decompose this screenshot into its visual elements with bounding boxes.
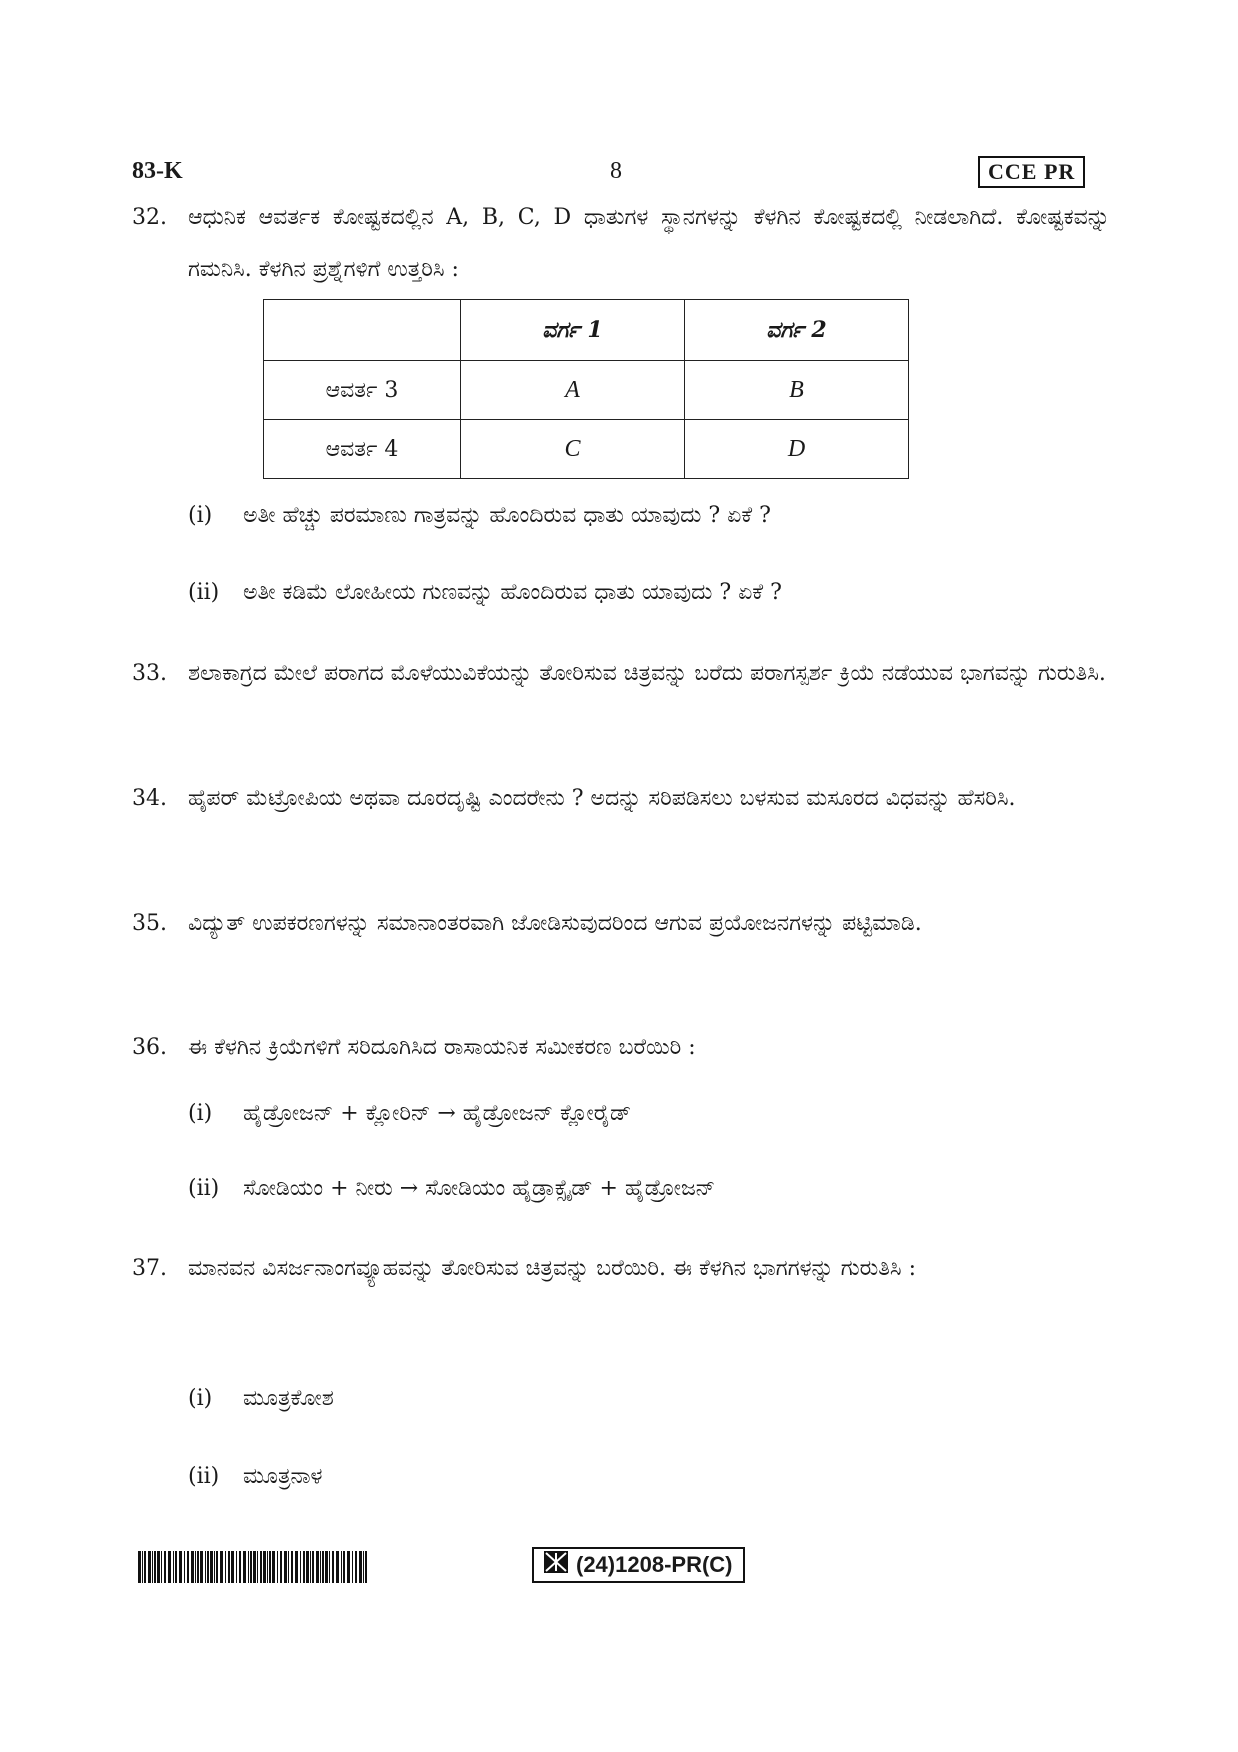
sub-label: (ii) [188, 1464, 220, 1489]
table-row [264, 420, 909, 479]
sub-label: (i) [188, 1101, 213, 1126]
doc-id-box [532, 1547, 745, 1583]
question-text: ಹೈಪರ್ ಮೆಟ್ರೋಪಿಯ ಅಥವಾ ದೂರದೃಷ್ಟಿ ಎಂದರೇನು ? ಅದನ್ನು ಸರಿಪಡಿಸಲು ಬಳಸುವ ಮಸೂರದ ವಿಧವನ್ನು ಹೆಸರಿಸಿ. [188, 786, 1016, 811]
question-number: 33. [132, 661, 167, 686]
table-cell: A [461, 361, 685, 420]
question-number: 37. [132, 1256, 167, 1281]
page-number: 8 [610, 158, 622, 184]
question-text: ಮಾನವನ ವಿಸರ್ಜನಾಂಗವ್ಯೂಹವನ್ನು ತೋರಿಸುವ ಚಿತ್ರವನ್ನು ಬರೆಯಿರಿ. ಈ ಕೆಳಗಿನ ಭಾಗಗಳನ್ನು ಗುರುತಿಸಿ : [188, 1256, 917, 1281]
question-34 [132, 773, 1110, 825]
sub-text: ಅತೀ ಕಡಿಮೆ ಲೋಹೀಯ ಗುಣವನ್ನು ಹೊಂದಿರುವ ಧಾತು ಯಾವುದು ? ಏಕೆ ? [243, 580, 782, 605]
question-text: ವಿದ್ಯುತ್ ಉಪಕರಣಗಳನ್ನು ಸಮಾನಾಂತರವಾಗಿ ಜೋಡಿಸುವುದರಿಂದ ಆಗುವ ಪ್ರಯೋಜನಗಳನ್ನು ಪಟ್ಟಿಮಾಡಿ. [188, 911, 922, 936]
row-label: ಆವರ್ತ 4 [264, 420, 461, 479]
question-number: 36. [132, 1035, 167, 1060]
barcode [138, 1551, 370, 1583]
question-text: ಶಲಾಕಾಗ್ರದ ಮೇಲೆ ಪರಾಗದ ಮೊಳೆಯುವಿಕೆಯನ್ನು ತೋರಿಸುವ ಚಿತ್ರವನ್ನು ಬರೆದು ಪರಾಗಸ್ಪರ್ಶ ಕ್ರಿಯೆ ನಡೆಯುವ ಭಾಗವನ್ನು ಗುರುತಿಸಿ. [188, 661, 1106, 686]
question-text: ಈ ಕೆಳಗಿನ ಕ್ರಿಯೆಗಳಿಗೆ ಸರಿದೂಗಿಸಿದ ರಾಸಾಯನಿಕ ಸಮೀಕರಣ ಬರೆಯಿರಿ : [188, 1035, 696, 1060]
question-number: 34. [132, 786, 167, 811]
table-row [264, 361, 909, 420]
table-cell: D [685, 420, 909, 479]
doc-id: (24)1208-PR(C) [576, 1552, 733, 1577]
question-number: 32. [132, 205, 167, 230]
table-corner-cell [264, 300, 461, 361]
doc-mark-icon [544, 1551, 568, 1579]
question-35 [132, 898, 1110, 950]
question-32 [132, 192, 1110, 296]
question-36 [132, 1022, 1110, 1074]
table-cell: B [685, 361, 909, 420]
sub-text: ಹೈಡ್ರೋಜನ್ + ಕ್ಲೋರಿನ್ → ಹೈಡ್ರೋಜನ್ ಕ್ಲೋರೈಡ್ [243, 1101, 632, 1126]
sub-text: ಸೋಡಿಯಂ + ನೀರು → ಸೋಡಿಯಂ ಹೈಡ್ರಾಕ್ಸೈಡ್ + ಹೈಡ್ರೋಜನ್ [243, 1176, 716, 1201]
question-text: ಆಧುನಿಕ ಆವರ್ತಕ ಕೋಷ್ಟಕದಲ್ಲಿನ A, B, C, D ಧಾತುಗಳ ಸ್ಥಾನಗಳನ್ನು ಕೆಳಗಿನ ಕೋಷ್ಟಕದಲ್ಲಿ ನೀಡಲಾಗಿದೆ. ಕೋಷ್ಟಕವನ್ನು ಗಮನಿಸಿ. ಕೆಳಗಿನ ಪ್ರಶ್ನೆಗಳಿಗೆ ಉತ್ತರಿಸಿ : [188, 205, 1110, 282]
paper-code: 83-K [132, 158, 183, 184]
sub-text: ಅತೀ ಹೆಚ್ಚು ಪರಮಾಣು ಗಾತ್ರವನ್ನು ಹೊಂದಿರುವ ಧಾತು ಯಾವುದು ? ಏಕೆ ? [243, 503, 771, 528]
sub-label: (ii) [188, 580, 220, 605]
sub-text: ಮೂತ್ರನಾಳ [243, 1464, 323, 1489]
sub-label: (i) [188, 1386, 213, 1411]
sub-label: (ii) [188, 1176, 220, 1201]
cce-pr-tag: CCE PR [978, 156, 1085, 188]
question-33 [132, 648, 1110, 700]
question-37 [132, 1243, 1110, 1295]
question-number: 35. [132, 911, 167, 936]
table-header-group-2: ವರ್ಗ 2 [685, 300, 909, 361]
periodic-position-table [263, 299, 909, 479]
table-header-group-1: ವರ್ಗ 1 [461, 300, 685, 361]
row-label: ಆವರ್ತ 3 [264, 361, 461, 420]
sub-label: (i) [188, 503, 213, 528]
table-cell: C [461, 420, 685, 479]
sub-text: ಮೂತ್ರಕೋಶ [243, 1386, 334, 1411]
